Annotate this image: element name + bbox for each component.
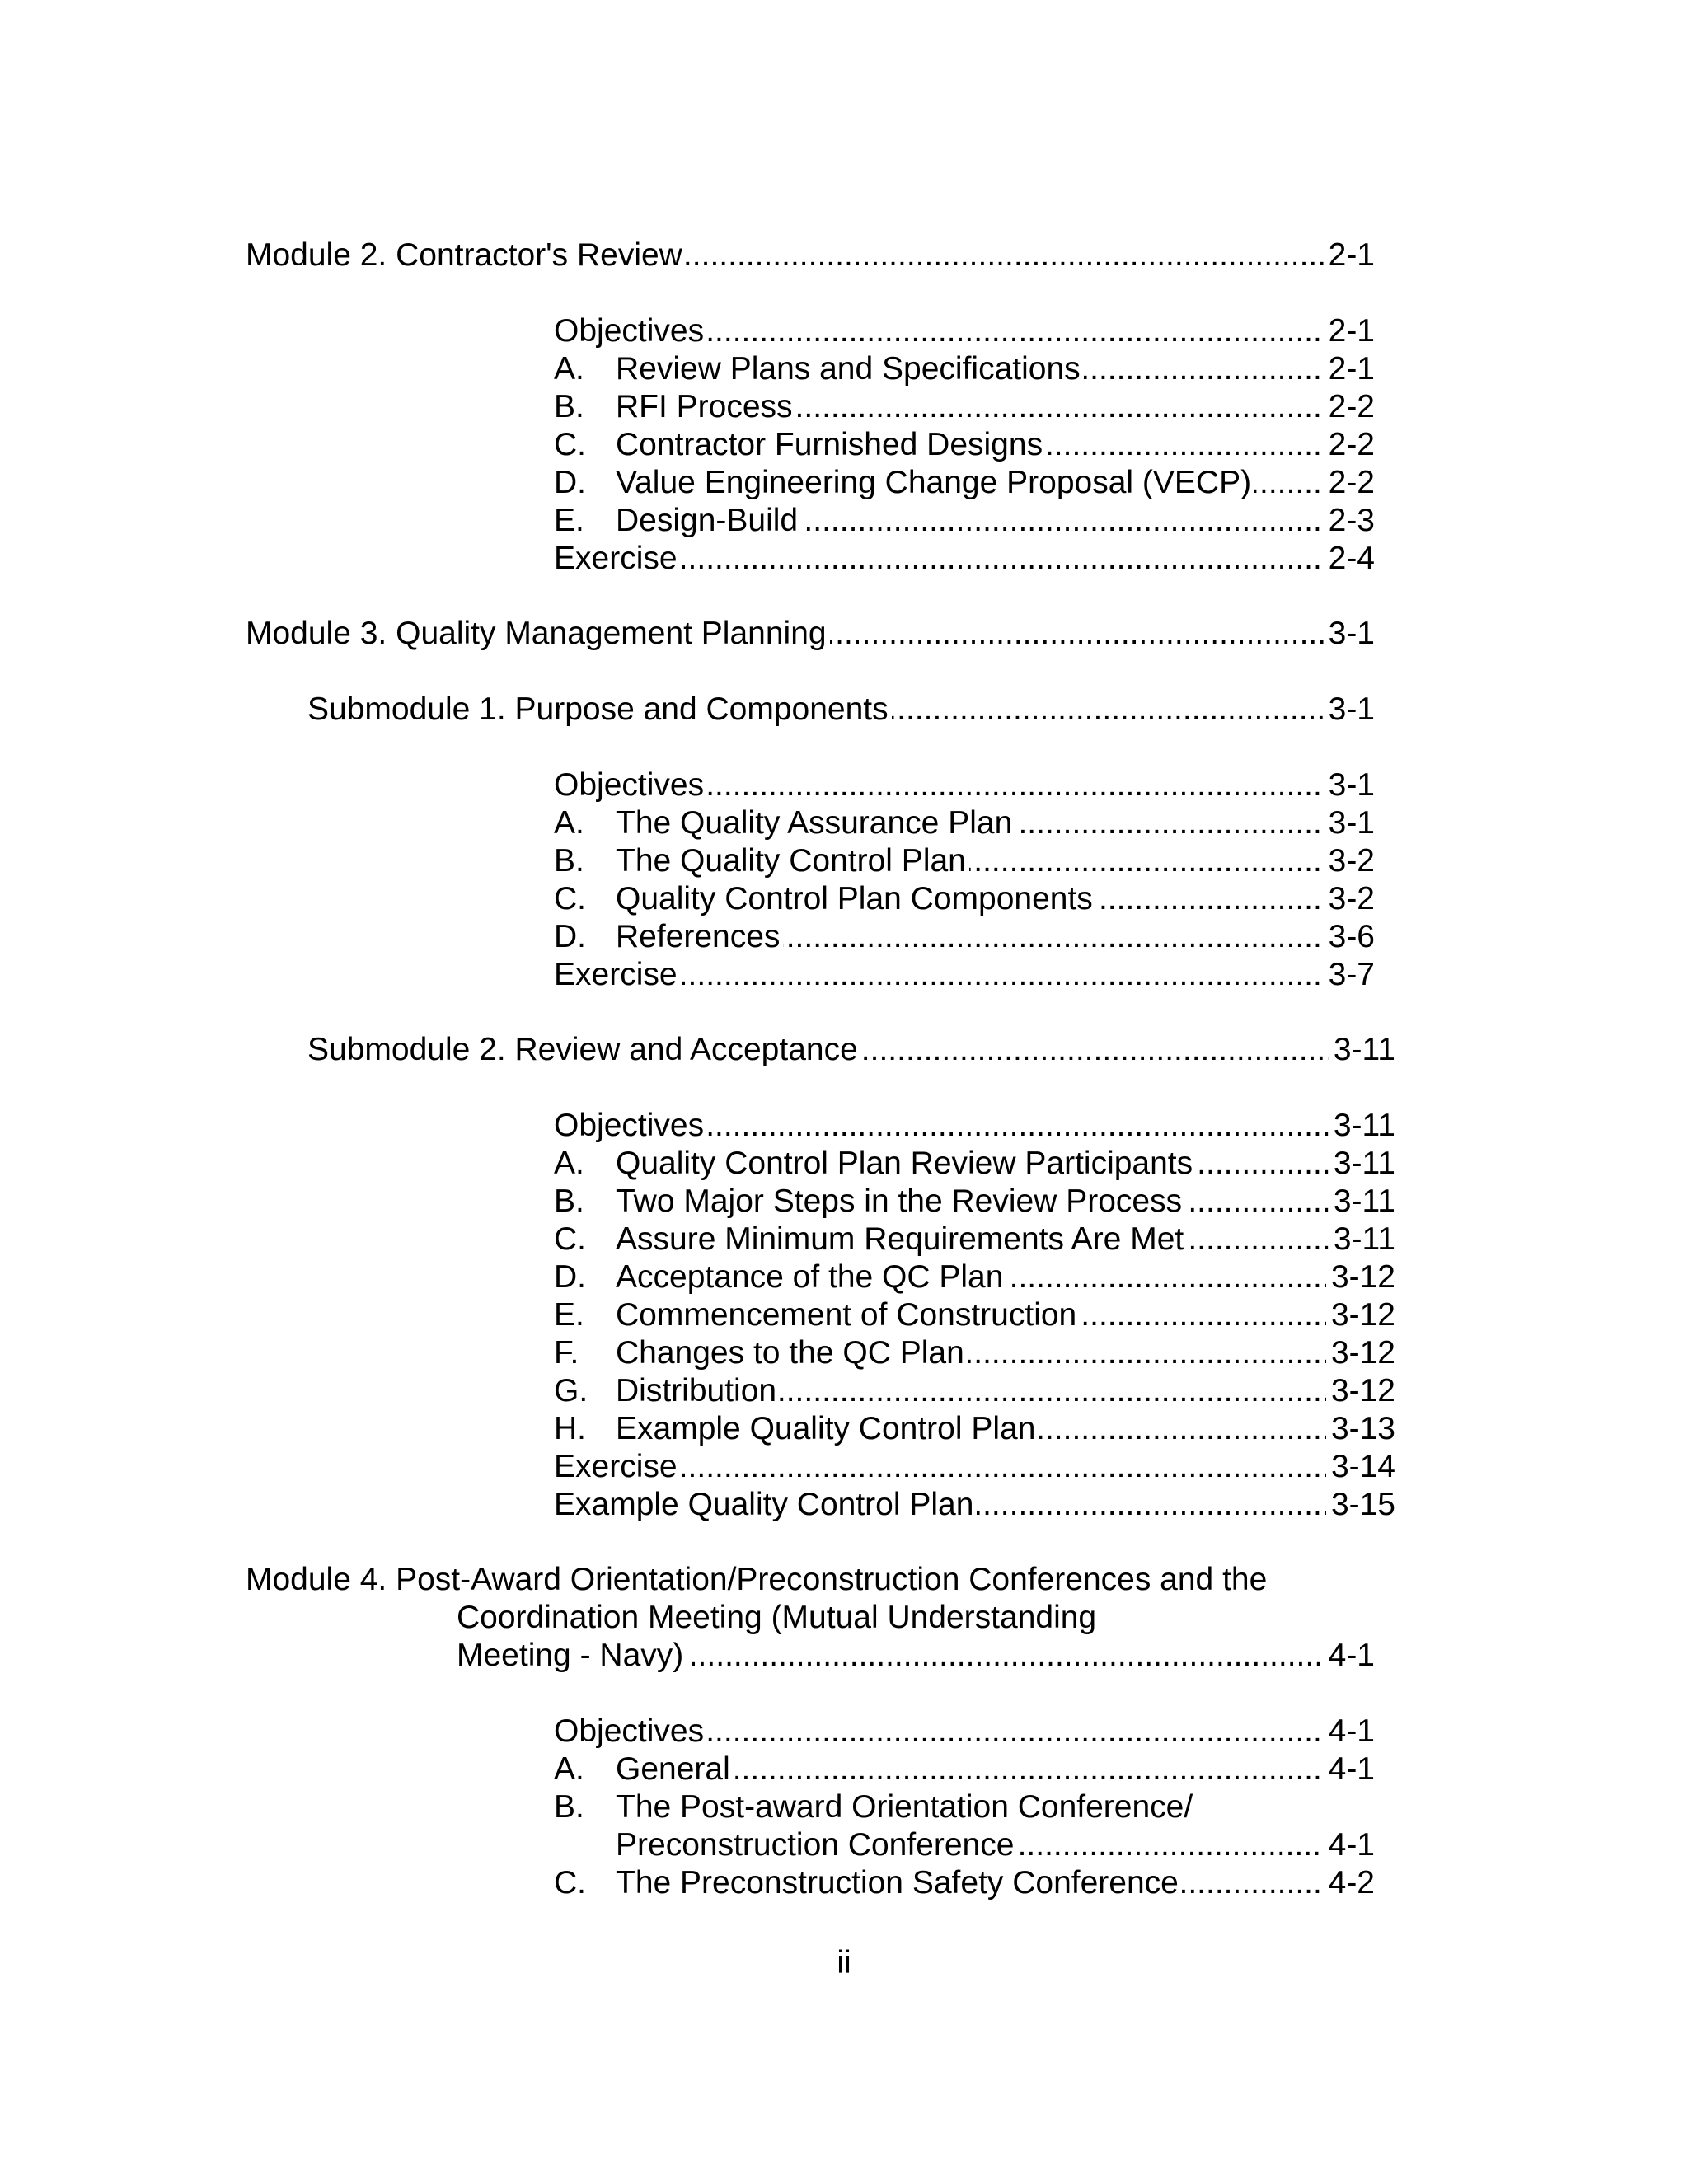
toc-item-c[interactable]: C. Quality Control Plan Components ..... 3-2 xyxy=(554,879,1375,919)
toc-module-4-title-line2[interactable]: Coordination Meeting (Mutual Understanding xyxy=(457,1600,1097,1635)
toc-module-4-title-line1[interactable]: Module 4. Post-Award Orientation/Preconstruction Conferences and the xyxy=(246,1562,1268,1597)
toc-item-e[interactable]: E. Commencement of Construction ..... 3-12 xyxy=(554,1296,1395,1335)
toc-item-b-line1[interactable]: B. The Post-award Orientation Conference/ xyxy=(554,1789,1193,1825)
toc-exercise[interactable]: Exercise ..... 3-14 xyxy=(554,1447,1395,1487)
toc-exercise[interactable]: Exercise ..... 3-7 xyxy=(554,955,1375,995)
toc-item-b[interactable]: Preconstruction Conference ..... 4-1 xyxy=(616,1825,1375,1865)
toc-item-b[interactable]: B. RFI Process ..... 2-2 xyxy=(554,387,1375,427)
toc-item-d[interactable]: D. Acceptance of the QC Plan ..... 3-12 xyxy=(554,1258,1395,1297)
toc-item-b[interactable]: B. Two Major Steps in the Review Process ..... 3-11 xyxy=(554,1182,1395,1221)
toc-item-a[interactable]: A. General ..... 4-1 xyxy=(554,1750,1375,1789)
toc-exercise[interactable]: Exercise ..... 2-4 xyxy=(554,539,1375,579)
toc-item-h[interactable]: H. Example Quality Control Plan ..... 3-13 xyxy=(554,1409,1395,1449)
toc-item-c[interactable]: C. Contractor Furnished Designs ..... 2-2 xyxy=(554,425,1375,465)
toc-page-number: 2-1 xyxy=(1324,236,1375,275)
toc-objectives[interactable]: Objectives ..... 2-1 xyxy=(554,312,1375,351)
toc-item-a[interactable]: A. Review Plans and Specifications ..... 2-1 xyxy=(554,349,1375,389)
toc-module-3[interactable]: Module 3. Quality Management Planning ..... 3-1 xyxy=(246,614,1375,654)
toc-entry-title: Module 2. Contractor's Review xyxy=(246,236,686,275)
toc-item-d[interactable]: D. References ..... 3-6 xyxy=(554,917,1375,957)
toc-item-c[interactable]: C. Assure Minimum Requirements Are Met ..... 3-11 xyxy=(554,1220,1395,1259)
toc-item-g[interactable]: G. Distribution ..... 3-12 xyxy=(554,1371,1395,1411)
toc-submodule-1[interactable]: Submodule 1. Purpose and Components ..... 3-1 xyxy=(307,690,1375,729)
toc-item-c[interactable]: C. The Preconstruction Safety Conference ..... 4-2 xyxy=(554,1863,1375,1903)
toc-item-b[interactable]: B. The Quality Control Plan ..... 3-2 xyxy=(554,841,1375,881)
toc-item-a[interactable]: A. Quality Control Plan Review Participants ..... 3-11 xyxy=(554,1144,1395,1183)
page-number: ii xyxy=(837,1945,851,1980)
toc-objectives[interactable]: Objectives ..... 3-11 xyxy=(554,1106,1395,1146)
toc-item-a[interactable]: A. The Quality Assurance Plan ..... 3-1 xyxy=(554,804,1375,843)
toc-item-d[interactable]: D. Value Engineering Change Proposal (VECP) ..... 2-2 xyxy=(554,463,1375,503)
toc-module-4[interactable]: Meeting - Navy) ..... 4-1 xyxy=(457,1636,1375,1675)
toc-module-2[interactable] xyxy=(246,236,1375,275)
toc-objectives[interactable]: Objectives ..... 4-1 xyxy=(554,1712,1375,1751)
toc-item-f[interactable]: F. Changes to the QC Plan ..... 3-12 xyxy=(554,1333,1395,1373)
toc-example[interactable]: Example Quality Control Plan ..... 3-15 xyxy=(554,1485,1395,1525)
toc-submodule-2[interactable]: Submodule 2. Review and Acceptance ..... 3-11 xyxy=(307,1030,1395,1070)
toc-objectives[interactable]: Objectives ..... 3-1 xyxy=(554,766,1375,805)
toc-item-e[interactable]: E. Design-Build ..... 2-3 xyxy=(554,501,1375,541)
